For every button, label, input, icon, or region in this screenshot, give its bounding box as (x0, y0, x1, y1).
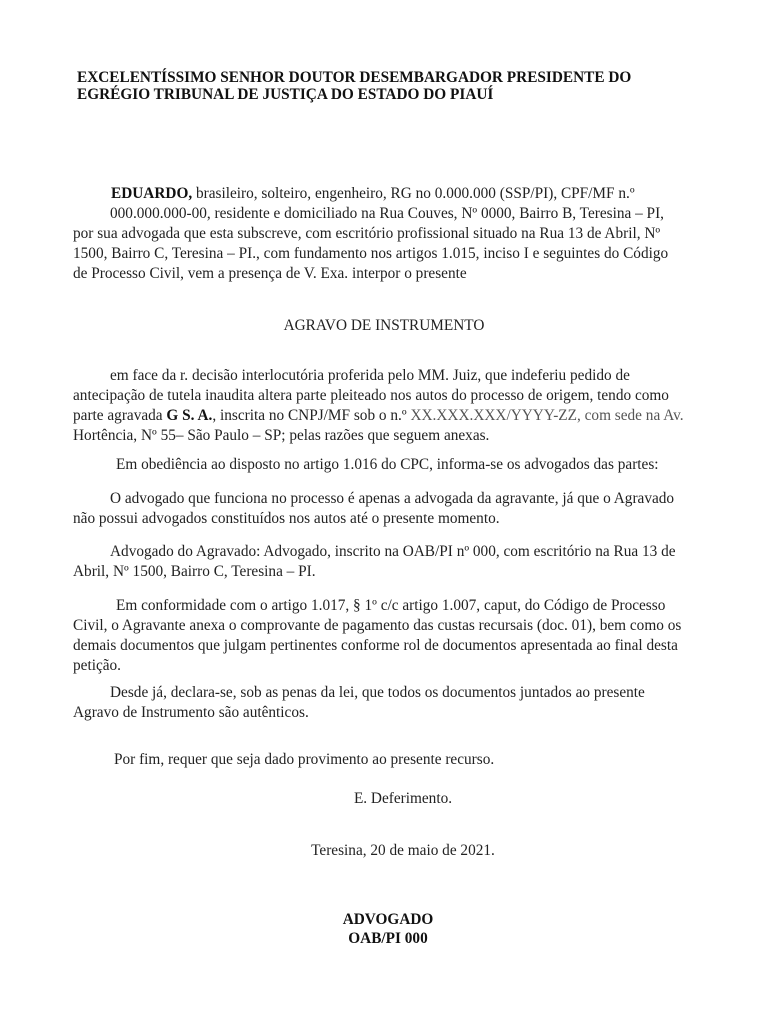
addressee-header (77, 69, 697, 103)
document-title: AGRAVO DE INSTRUMENTO (283, 317, 485, 334)
conformidade-line-3: demais documentos que julgam pertinentes conforme rol de documentos apresentada ao final desta (73, 637, 678, 654)
header-line-2: EGRÉGIO TRIBUNAL DE JUSTIÇA DO ESTADO DO PIAUÍ (77, 86, 494, 103)
face-line-3c: , inscrita no CNPJ/MF sob o n.º (212, 407, 411, 424)
advogado-funciona-line-1: O advogado que funciona no processo é apenas a advogada da agravante, já que o Agravado (110, 490, 675, 507)
party-name: EDUARDO, (111, 185, 193, 202)
signature-oab: OAB/PI 000 (348, 930, 428, 947)
face-line-3a: parte agravada (73, 407, 167, 424)
declara-line-2: Agravo de Instrumento são autênticos. (73, 704, 309, 721)
declara-paragraph (73, 683, 713, 723)
intro-line-2: 000.000.000-00, residente e domiciliado na Rua Couves, Nº 0000, Bairro B, Teresina – PI, (110, 205, 664, 222)
face-paragraph (73, 366, 713, 446)
conformidade-line-1: Em conformidade com o artigo 1.017, § 1º c/c artigo 1.007, caput, do Código de Processo (116, 597, 666, 614)
advogado-agravado-line-1: Advogado do Agravado: Advogado, inscrito na OAB/PI nº 000, com escritório na Rua 13 de (110, 543, 676, 560)
face-line-1: em face da r. decisão interlocutória proferida pelo MM. Juiz, que indeferiu pedido de (110, 367, 630, 384)
intro-line-3: por sua advogada que esta subscreve, com escritório profissional situado na Rua 13 de Abril, Nº (73, 225, 661, 242)
intro-line-1: brasileiro, solteiro, engenheiro, RG no 0.000.000 (SSP/PI), CPF/MF n.º (192, 185, 635, 202)
obediencia-paragraph: Em obediência ao disposto no artigo 1.016 do CPC, informa-se os advogados das partes: (116, 456, 659, 473)
advogado-agravado-line-2: Abril, Nº 1500, Bairro C, Teresina – PI. (73, 563, 316, 580)
header-line-1: EXCELENTÍSSIMO SENHOR DOUTOR DESEMBARGADOR PRESIDENTE DO (77, 69, 632, 86)
intro-line-5: de Processo Civil, vem a presença de V. Exa. interpor o presente (73, 265, 467, 282)
requer-paragraph: Por fim, requer que seja dado provimento ao presente recurso. (114, 751, 495, 768)
cnpj-value: XX.XXX.XXX/YYYY-ZZ, com sede na Av. (410, 407, 684, 424)
deferimento-line: E. Deferimento. (353, 790, 453, 807)
intro-line-4: 1500, Bairro C, Teresina – PI., com fundamento nos artigos 1.015, inciso I e seguintes do Código (73, 245, 669, 262)
face-line-4: Hortência, Nº 55– São Paulo – SP; pelas razões que seguem anexas. (73, 427, 490, 444)
intro-paragraph (73, 184, 703, 284)
agravada-name: G S. A. (166, 407, 213, 424)
conformidade-line-2: Civil, o Agravante anexa o comprovante de pagamento das custas recursais (doc. 01), bem como os (73, 617, 682, 634)
declara-line-1: Desde já, declara-se, sob as penas da lei, que todos os documentos juntados ao presente (110, 684, 645, 701)
advogado-funciona-line-2: não possui advogados constituídos nos autos até o presente momento. (73, 510, 500, 527)
conformidade-line-4: petição. (73, 657, 121, 674)
face-line-2: antecipação de tutela inaudita altera parte pleiteado nos autos do processo de origem, tendo como (73, 387, 669, 404)
conformidade-paragraph (73, 596, 713, 676)
advogado-agravado-paragraph (73, 542, 713, 582)
date-line: Teresina, 20 de maio de 2021. (311, 842, 495, 859)
signature-name: ADVOGADO (342, 911, 434, 928)
advogado-funciona-paragraph (73, 489, 713, 529)
